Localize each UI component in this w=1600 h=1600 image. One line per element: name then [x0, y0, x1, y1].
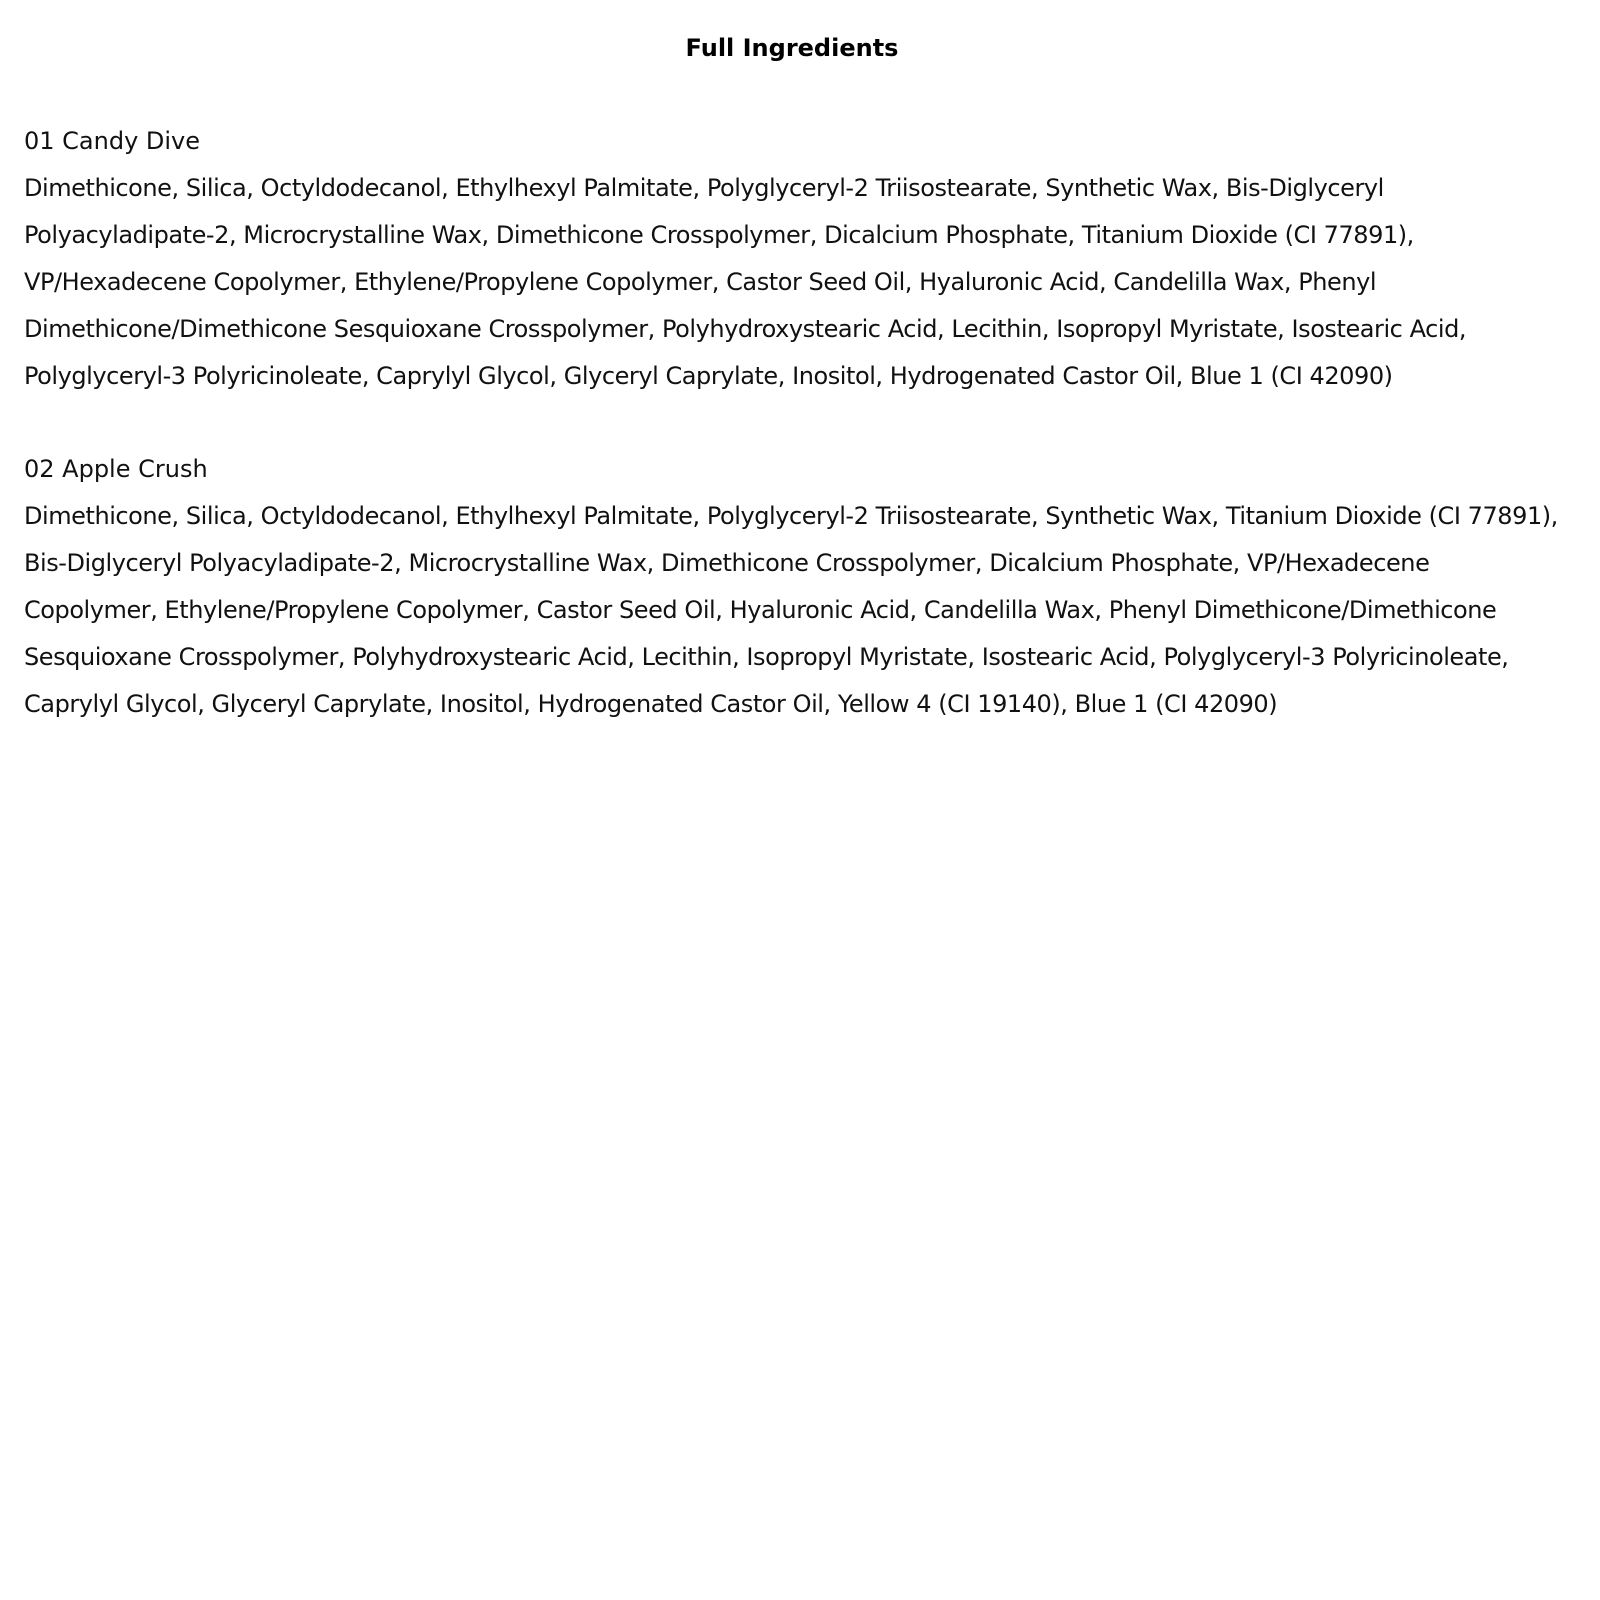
product-name: 01 Candy Dive	[24, 127, 201, 155]
product-section-apple-crush	[24, 446, 1560, 728]
product-name: 02 Apple Crush	[24, 455, 208, 483]
ingredient-list: Dimethicone, Silica, Octyldodecanol, Ethylhexyl Palmitate, Polyglyceryl-2 Triisostearate, Synthetic Wax, Bis-Diglyceryl Polyacyladipate-2, Microcrystalline Wax, Dimethicone Crosspolymer, Dicalcium Phosphate, Titanium Dioxide (CI 77891), VP/Hexadecene Copolymer, Ethylene/Propylene Copolymer, Castor Seed Oil, Hyaluronic Acid, Candelilla Wax, Phenyl Dimethicone/Dimethicone Sesquioxane Crosspolymer, Polyhydroxystearic Acid, Lecithin, Isopropyl Myristate, Isostearic Acid, Polyglyceryl-3 Polyricinoleate, Caprylyl Glycol, Glyceryl Caprylate, Inositol, Hydrogenated Castor Oil, Blue 1 (CI 42090)	[24, 174, 1467, 390]
product-section-candy-dive	[24, 118, 1560, 400]
page-title: Full Ingredients	[685, 34, 899, 62]
ingredient-list: Dimethicone, Silica, Octyldodecanol, Ethylhexyl Palmitate, Polyglyceryl-2 Triisostearate, Synthetic Wax, Titanium Dioxide (CI 77891), Bis-Diglyceryl Polyacyladipate-2, Microcrystalline Wax, Dimethicone Crosspolymer, Dicalcium Phosphate, VP/Hexadecene Copolymer, Ethylene/Propylene Copolymer, Castor Seed Oil, Hyaluronic Acid, Candelilla Wax, Phenyl Dimethicone/Dimethicone Sesquioxane Crosspolymer, Polyhydroxystearic Acid, Lecithin, Isopropyl Myristate, Isostearic Acid, Polyglyceryl-3 Polyricinoleate, Caprylyl Glycol, Glyceryl Caprylate, Inositol, Hydrogenated Castor Oil, Yellow 4 (CI 19140), Blue 1 (CI 42090)	[24, 502, 1558, 718]
